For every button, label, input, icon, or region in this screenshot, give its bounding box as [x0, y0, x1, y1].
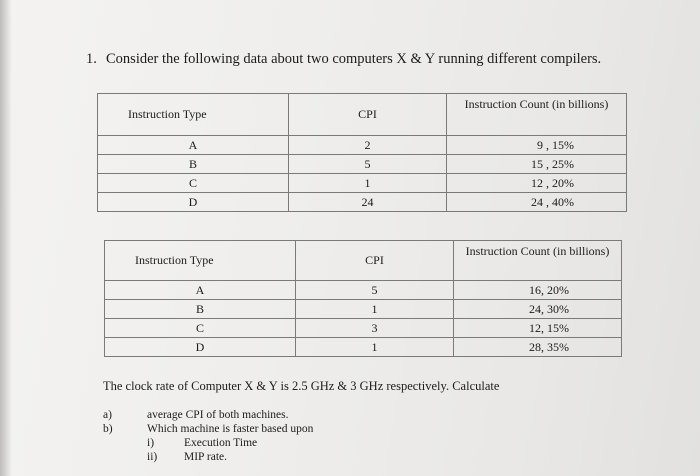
- table-row: [98, 155, 627, 174]
- subtask-text: MIP rate.: [184, 451, 228, 463]
- task-b: [103, 422, 313, 436]
- subtask-label: i): [147, 437, 155, 449]
- cell-count: 12, 15%: [454, 319, 622, 338]
- cell-cpi: 1: [296, 338, 454, 357]
- cell-count: 24, 30%: [454, 300, 622, 319]
- cell-type: C: [98, 174, 289, 193]
- task-text: average CPI of both machines.: [147, 409, 289, 421]
- cell-count: 15 , 25%: [447, 155, 627, 174]
- table-computer-x: [97, 93, 627, 212]
- page-edge-shadow: [0, 0, 12, 476]
- question-text: Consider the following data about two computers X & Y running different compilers.: [106, 51, 602, 67]
- cell-count: 12 , 20%: [447, 174, 627, 193]
- cell-cpi: 24: [289, 193, 447, 212]
- table-row: [105, 338, 622, 357]
- header-cpi: CPI: [289, 94, 447, 136]
- task-a: [103, 408, 288, 422]
- task-label: b): [103, 423, 113, 435]
- header-instruction-type: Instruction Type: [105, 241, 296, 281]
- cell-count: 28, 35%: [454, 338, 622, 357]
- task-text: Which machine is faster based upon: [147, 423, 314, 435]
- cell-cpi: 3: [296, 319, 454, 338]
- table-computer-y: [104, 240, 622, 357]
- cell-type: C: [105, 319, 296, 338]
- cell-count: 16, 20%: [454, 281, 622, 300]
- cell-type: A: [98, 136, 289, 155]
- cell-type: D: [105, 338, 296, 357]
- subtask-text: Execution Time: [184, 437, 258, 449]
- header-instruction-count: Instruction Count (in billions): [447, 94, 627, 136]
- table-header-row: [105, 241, 622, 281]
- table-row: [98, 193, 627, 212]
- cell-cpi: 1: [289, 174, 447, 193]
- task-label: a): [103, 409, 112, 421]
- header-cpi: CPI: [296, 241, 454, 281]
- table-row: [98, 136, 627, 155]
- table-row: [98, 174, 627, 193]
- cell-cpi: 5: [289, 155, 447, 174]
- subtask-ii: [147, 450, 227, 464]
- cell-type: B: [98, 155, 289, 174]
- clock-rate-text: The clock rate of Computer X & Y is 2.5 GHz & 3 GHz respectively. Calculate: [103, 379, 500, 393]
- table-header-row: [98, 94, 627, 136]
- question-line: [86, 51, 601, 68]
- subtask-label: ii): [147, 451, 158, 463]
- table-row: [105, 319, 622, 338]
- cell-cpi: 5: [296, 281, 454, 300]
- cell-type: D: [98, 193, 289, 212]
- table-row: [105, 281, 622, 300]
- header-instruction-type: Instruction Type: [98, 94, 289, 136]
- table-row: [105, 300, 622, 319]
- header-instruction-count: Instruction Count (in billions): [454, 241, 622, 281]
- question-number: 1.: [86, 51, 97, 67]
- cell-type: B: [105, 300, 296, 319]
- cell-count: 24 , 40%: [447, 193, 627, 212]
- subtask-i: [147, 436, 257, 450]
- cell-count: 9 , 15%: [447, 136, 627, 155]
- cell-type: A: [105, 281, 296, 300]
- cell-cpi: 2: [289, 136, 447, 155]
- cell-cpi: 1: [296, 300, 454, 319]
